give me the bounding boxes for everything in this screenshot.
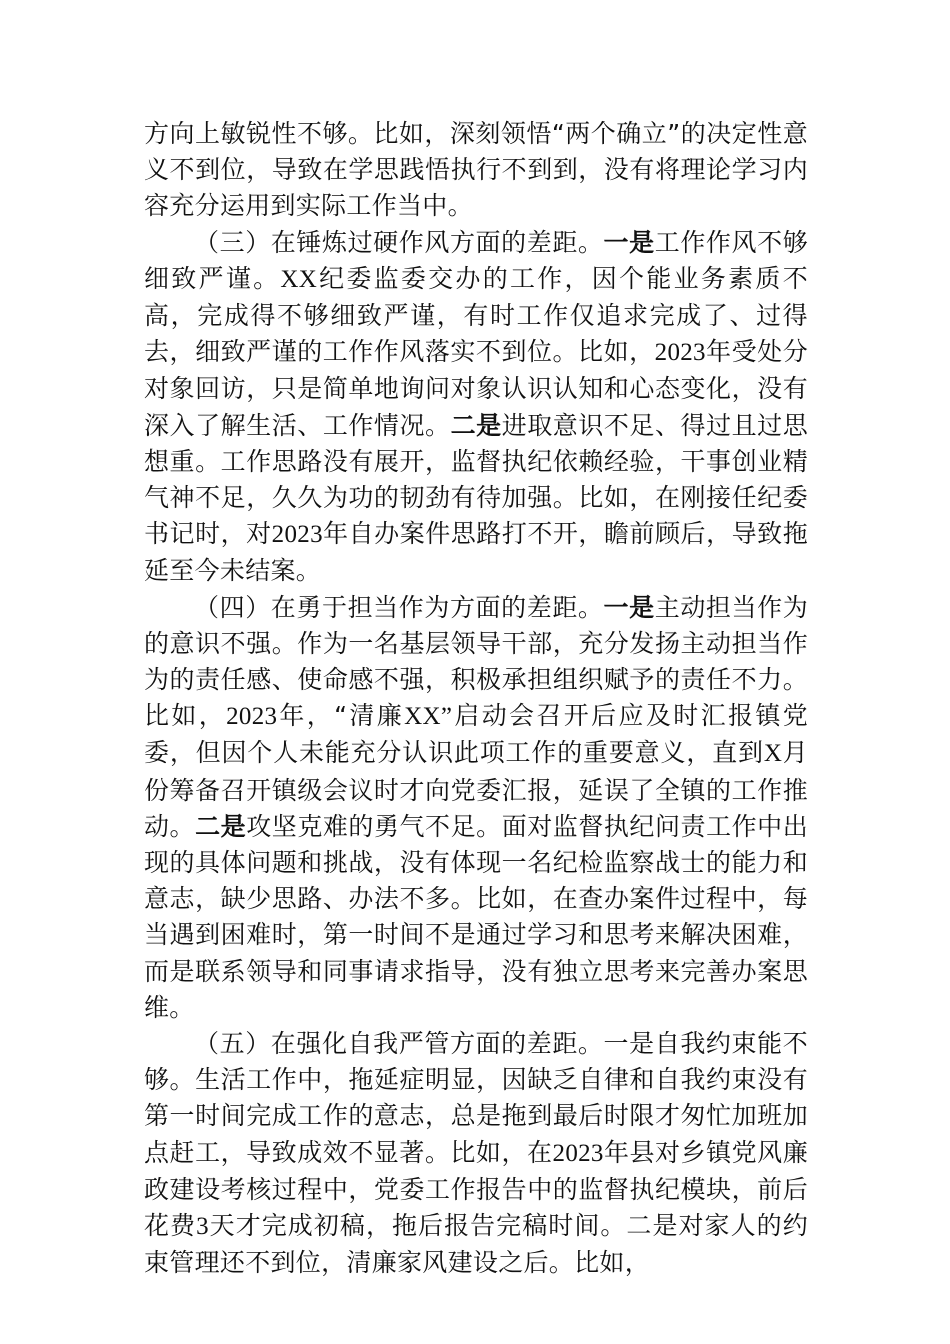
year-segment: 2023	[552, 1139, 604, 1167]
text-segment: 天才完成初稿，拖后报告完稿时间。二是对家人的约束管理还不到位，清廉家风建设之后。比如，	[144, 1211, 809, 1278]
text-segment: 工作作风不够细致严谨。	[144, 227, 808, 293]
bold-marker-second: 二是	[450, 410, 502, 440]
year-segment: 2023	[226, 703, 278, 731]
paragraph-section-3	[144, 225, 808, 590]
year-segment: 2023	[654, 339, 706, 367]
text-segment: 攻坚克难的勇气不足。面对监督执纪问责工作中出现的具体问题和挑战，没有体现一名纪检监察战士的能力和意志，缺少思路、办法不多。比如，在查办案件过程中，每当遇到困难时，第一时间不是通过学习和思考来解决困难，而是联系领导和同事请求指导，没有独立思考来完善办案思维。	[144, 811, 809, 1022]
section-heading: （四）在勇于担当作为方面的差距。	[194, 592, 604, 622]
bold-marker-first: 一是	[603, 592, 655, 622]
text-segment: 年，“清廉	[277, 701, 405, 731]
paragraph-section-5	[144, 1026, 808, 1281]
latin-segment: XX”	[404, 703, 453, 731]
latin-segment: X	[763, 740, 783, 768]
bold-marker-second: 二是	[195, 811, 247, 841]
year-segment: 2023	[271, 521, 323, 549]
latin-segment: XX	[280, 265, 318, 293]
text-segment: 进取意识不足、得过且过思想重。工作思路没有展开，监督执纪依赖经验，干事创业精气神不足，久久为功的韧劲有待加强。比如，在刚接任纪委书记时，对	[144, 410, 809, 549]
text-segment: 月份筹备召开镇级会议时才向党委汇报，延误了全镇的工作推动。	[144, 738, 808, 841]
text-segment: 年自办案件思路打不开，瞻前顾后，导致拖延至今未结案。	[144, 519, 808, 586]
paragraph-continuation	[144, 116, 808, 225]
text-segment: （五）在强化自我严管方面的差距。一是自我约束能不够。生活工作中，拖延症明显，因缺乏自律和自我约束没有第一时间完成工作的意志，总是拖到最后时限才匆忙加班加点赶工，导致成效不显著。比如，在	[144, 1029, 808, 1167]
text-segment: 方向上敏锐性不够。比如，深刻领悟“两个确立”的决定性意义不到位，导致在学思践悟执行不到到，没有将理论学习内容充分运用到实际工作当中。	[144, 119, 808, 221]
document-body	[144, 116, 808, 1282]
text-segment: 主动担当作为的意识不强。作为一名基层领导干部，充分发扬主动担当作为的责任感、使命感不强，积极承担组织赋予的责任不力。比如，	[144, 592, 808, 731]
section-heading: （三）在锤炼过硬作风方面的差距。	[194, 227, 604, 257]
text-segment: 纪委监委交办的工作，因个能业务素质不高，完成得不够细致严谨，有时工作仅追求完成了、过得去，细致严谨的工作作风落实不到位。比如，	[144, 263, 808, 367]
text-segment: 启动会召开后应及时汇报镇党委，但因个人未能充分认识此项工作的重要意义，直到	[144, 701, 809, 768]
bold-marker-first: 一是	[603, 227, 655, 257]
number-segment: 3	[196, 1213, 209, 1241]
text-segment: 年受处分对象回访，只是简单地询问对象认识认知和心态变化，没有深入了解生活、工作情况。	[144, 337, 808, 440]
paragraph-section-4	[144, 590, 808, 1026]
text-segment: 年县对乡镇党风廉政建设考核过程中，党委工作报告中的监督执纪模块，前后花费	[144, 1137, 808, 1241]
